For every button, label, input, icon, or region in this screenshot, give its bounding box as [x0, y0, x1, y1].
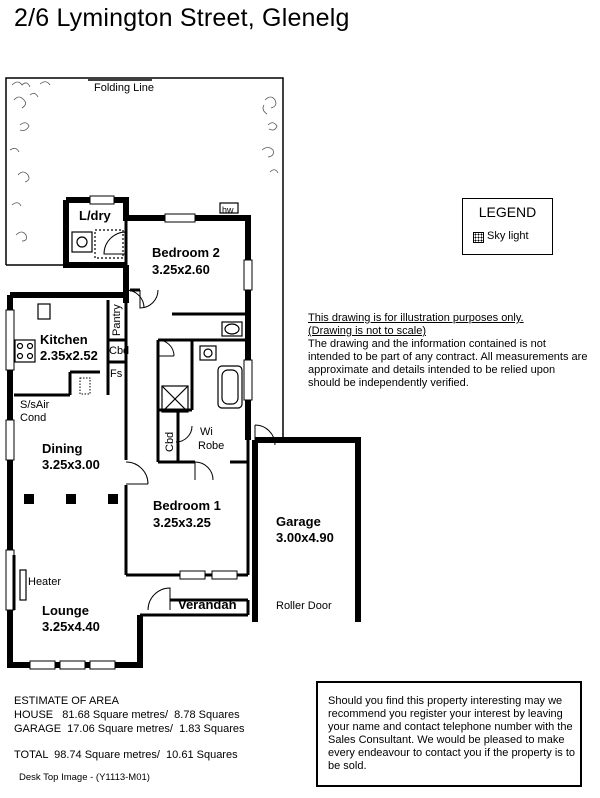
skylight	[80, 378, 90, 394]
folding-line-label: Folding Line	[94, 82, 154, 94]
walk-in-label: Wi	[200, 426, 213, 438]
interior-walls	[14, 218, 248, 615]
air-cond-label-2: Cond	[20, 412, 47, 424]
laundry-label: L/dry	[79, 208, 111, 223]
garage-size: 3.00x4.90	[276, 530, 334, 545]
area-heading: ESTIMATE OF AREA	[14, 695, 119, 707]
legend	[462, 198, 553, 255]
bedroom-2-size: 3.25x2.60	[152, 262, 210, 277]
heater-label: Heater	[28, 576, 62, 588]
garage-name: Garage	[276, 514, 321, 529]
kitchen-size: 2.35x2.52	[40, 348, 98, 363]
disclaimer	[308, 312, 588, 390]
area-total: TOTAL 98.74 Square metres/ 10.61 Squares	[14, 749, 238, 761]
hot-water-label: hw	[222, 205, 234, 215]
disclaimer-line-2: (Drawing is not to scale)	[308, 325, 426, 337]
image-reference: Desk Top Image - (Y1113-M01)	[19, 772, 150, 783]
page-title: 2/6 Lymington Street, Glenelg	[14, 4, 350, 32]
dining-name: Dining	[42, 441, 83, 456]
bedroom-1-size: 3.25x3.25	[153, 515, 211, 530]
cupboard-label-kitchen: Cbd	[109, 345, 130, 357]
area-estimate	[14, 694, 245, 762]
bedroom-2-name: Bedroom 2	[152, 245, 220, 260]
roller-door-label: Roller Door	[276, 600, 332, 612]
bedroom-1-name: Bedroom 1	[153, 498, 221, 513]
kitchen-name: Kitchen	[40, 332, 88, 347]
disclaimer-body: The drawing and the information contained is not intended to be part of any contract. All measurements are approximate and details intended to be relied upon should be independently verified.	[308, 338, 588, 389]
disclaimer-line-1: This drawing is for illustration purposes only.	[308, 312, 524, 324]
air-cond-label-1: S/sAir	[20, 399, 50, 411]
area-house: HOUSE 81.68 Square metres/ 8.78 Squares	[14, 709, 240, 721]
verandah-label: Verandah	[178, 597, 237, 612]
fridge-space-label: Fs	[110, 368, 123, 380]
skylight-swatch-icon	[473, 232, 484, 243]
promo-box: Should you find this property interesting may we recommend you register your interest by leaving your name and contact telephone number with the Sales Consultant. We would be pleased to make every endeavour to contact you if the property is to be sold.	[316, 681, 582, 787]
legend-item-label: Sky light	[487, 230, 529, 242]
pantry-label: Pantry	[111, 304, 123, 336]
lounge-name: Lounge	[42, 603, 89, 618]
columns	[24, 494, 118, 504]
legend-title: LEGEND	[478, 204, 537, 220]
lounge-size: 3.25x4.40	[42, 619, 100, 634]
robe-label: Robe	[198, 440, 225, 452]
cupboard-label-hall: Cbd	[164, 431, 176, 452]
area-garage: GARAGE 17.06 Square metres/ 1.83 Squares	[14, 723, 245, 735]
dining-size: 3.25x3.00	[42, 457, 100, 472]
